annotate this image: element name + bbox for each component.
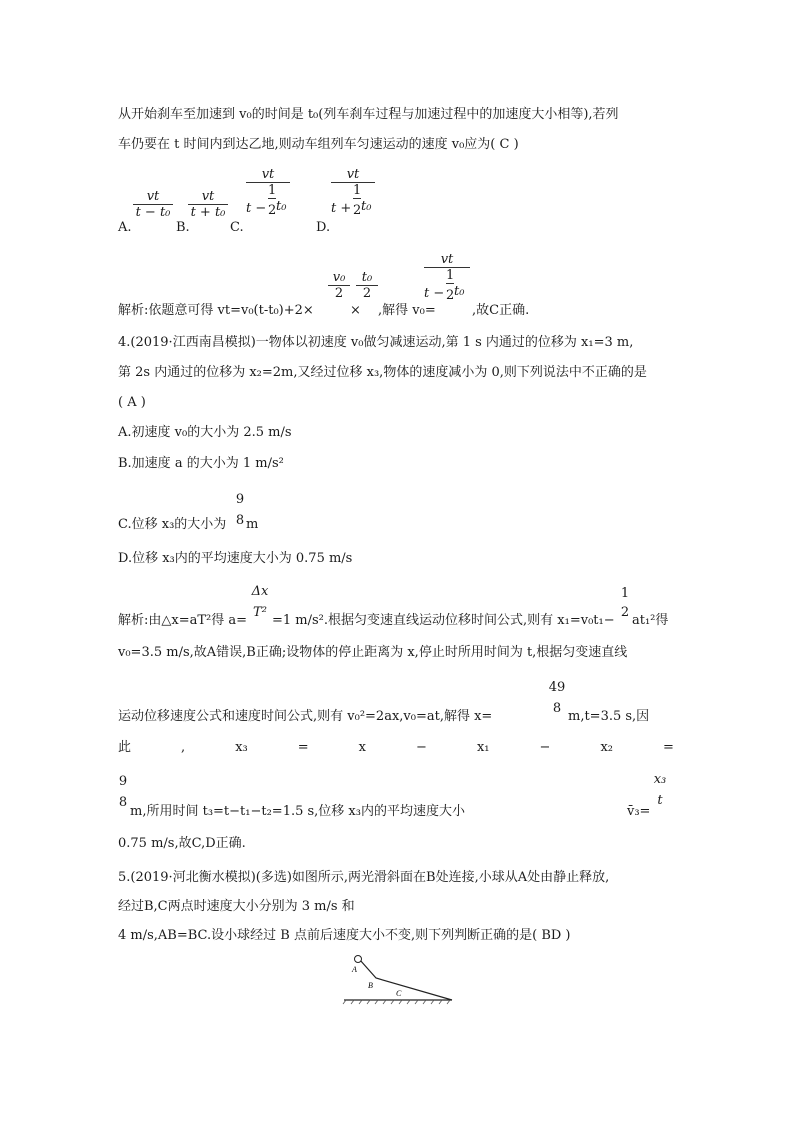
q3-option-c-label: C. <box>230 220 244 235</box>
q4-line-2: 第 2s 内通过的位移为 x₂=2m,又经过位移 x₃,物体的速度减小为 0,则下列说法中不正确的是 <box>118 365 647 380</box>
q4-option-c-fraction: 9 8 <box>235 492 245 528</box>
q4-solution-line-1c: at₁²得 <box>632 613 669 628</box>
q4-solution-line-4: 此 , x₃ = x − x₁ − x₂ = <box>118 740 674 755</box>
numerator: vt <box>201 189 215 204</box>
q4-solution-line-5a: m,所用时间 t₃=t−t₁−t₂=1.5 s,位移 x₃内的平均速度大小 <box>130 804 465 819</box>
q3-option-d-fraction <box>331 167 375 219</box>
point-a-label: A <box>352 965 357 974</box>
q4-solution-line-1b: =1 m/s².根据匀变速直线运动位移时间公式,则有 x₁=v₀t₁− <box>272 613 615 628</box>
numerator: vt <box>261 167 275 182</box>
incline-figure <box>340 950 455 1006</box>
denominator: t − 1 2 t₀ <box>246 182 290 219</box>
q3-solution-fraction-v0: $\frac{\text{v₀}}{2}$ <box>328 270 350 301</box>
q3-solution-text-a: 解析:依题意可得 vt=v₀(t-t₀)+2× <box>118 303 314 318</box>
numerator: vt <box>146 189 160 204</box>
q3-option-c-fraction <box>246 167 290 219</box>
numerator: vt <box>346 167 360 182</box>
q4-solution-fraction-v3: x₃ t <box>653 772 667 808</box>
q3-line-1: 从开始刹车至加速到 v₀的时间是 t₀(列车刹车过程与加速过程中的加速度大小相等),若列 <box>118 107 619 122</box>
q4-answer: ( A ) <box>118 395 146 410</box>
q3-option-b-label: B. <box>176 220 190 235</box>
q4-option-b: B.加速度 a 的大小为 1 m/s² <box>118 456 284 471</box>
q3-solution-fraction-result: vt t − 1 2 t₀ <box>424 252 470 304</box>
q5-line-1: 5.(2019·河北衡水模拟)(多选)如图所示,两光滑斜面在B处连接,小球从A处由静止释放, <box>118 870 610 885</box>
q4-option-d: D.位移 x₃内的平均速度大小为 0.75 m/s <box>118 551 353 566</box>
q3-solution-fraction-t0: $\frac{\text{t₀}}{2}$ <box>356 270 378 301</box>
q3-option-a-fraction <box>133 189 173 220</box>
q3-option-d-label: D. <box>316 220 331 235</box>
q3-solution-text-b: ,解得 v₀= <box>378 303 436 318</box>
q3-solution-text-c: ,故C正确. <box>472 303 530 318</box>
incline-surfaces <box>360 960 452 1000</box>
q4-option-a: A.初速度 v₀的大小为 2.5 m/s <box>118 425 292 440</box>
q4-solution-fraction-x: 49 8 <box>548 680 566 716</box>
q4-solution-line-3a: 运动位移速度公式和速度时间公式,则有 v₀²=2ax,v₀=at,解得 x= <box>118 709 493 724</box>
denominator: t + t₀ <box>188 204 228 220</box>
q4-solution-v3: v̄₃= <box>627 804 651 819</box>
q4-solution-fraction-a: Δx T² <box>251 584 269 620</box>
denominator: t + 1 2 t₀ <box>331 182 375 219</box>
q3-solution-times: × <box>350 303 361 318</box>
denominator: t − t₀ <box>133 204 173 220</box>
q3-option-a-label: A. <box>118 220 132 235</box>
ball <box>355 956 362 963</box>
q4-solution-line-1a: 解析:由△x=aT²得 a= <box>118 613 248 628</box>
point-c-label: C <box>396 989 402 998</box>
q4-solution-fraction-half: 1 2 <box>620 586 630 620</box>
q4-solution-fraction-x3: 9 8 <box>118 774 128 810</box>
q4-solution-line-2: v₀=3.5 m/s,故A错误,B正确;设物体的停止距离为 x,停止时所用时间为 t,根据匀变速直线 <box>118 645 628 660</box>
q4-line-1: 4.(2019·江西南昌模拟)一物体以初速度 v₀做匀减速运动,第 1 s 内通过的位移为 x₁=3 m, <box>118 335 634 350</box>
q4-solution-line-6: 0.75 m/s,故C,D正确. <box>118 836 246 851</box>
q5-line-3: 4 m/s,AB=BC.设小球经过 B 点前后速度大小不变,则下列判断正确的是( BD ) <box>118 928 571 943</box>
q3-option-b-fraction <box>188 189 228 220</box>
q3-line-2: 车仍要在 t 时间内到达乙地,则动车组列车匀速运动的速度 v₀应为( C ) <box>118 137 519 152</box>
point-b-label: B <box>368 981 373 990</box>
q5-line-2: 经过B,C两点时速度大小分别为 3 m/s 和 <box>118 899 355 914</box>
q4-solution-line-3b: m,t=3.5 s,因 <box>568 709 650 724</box>
